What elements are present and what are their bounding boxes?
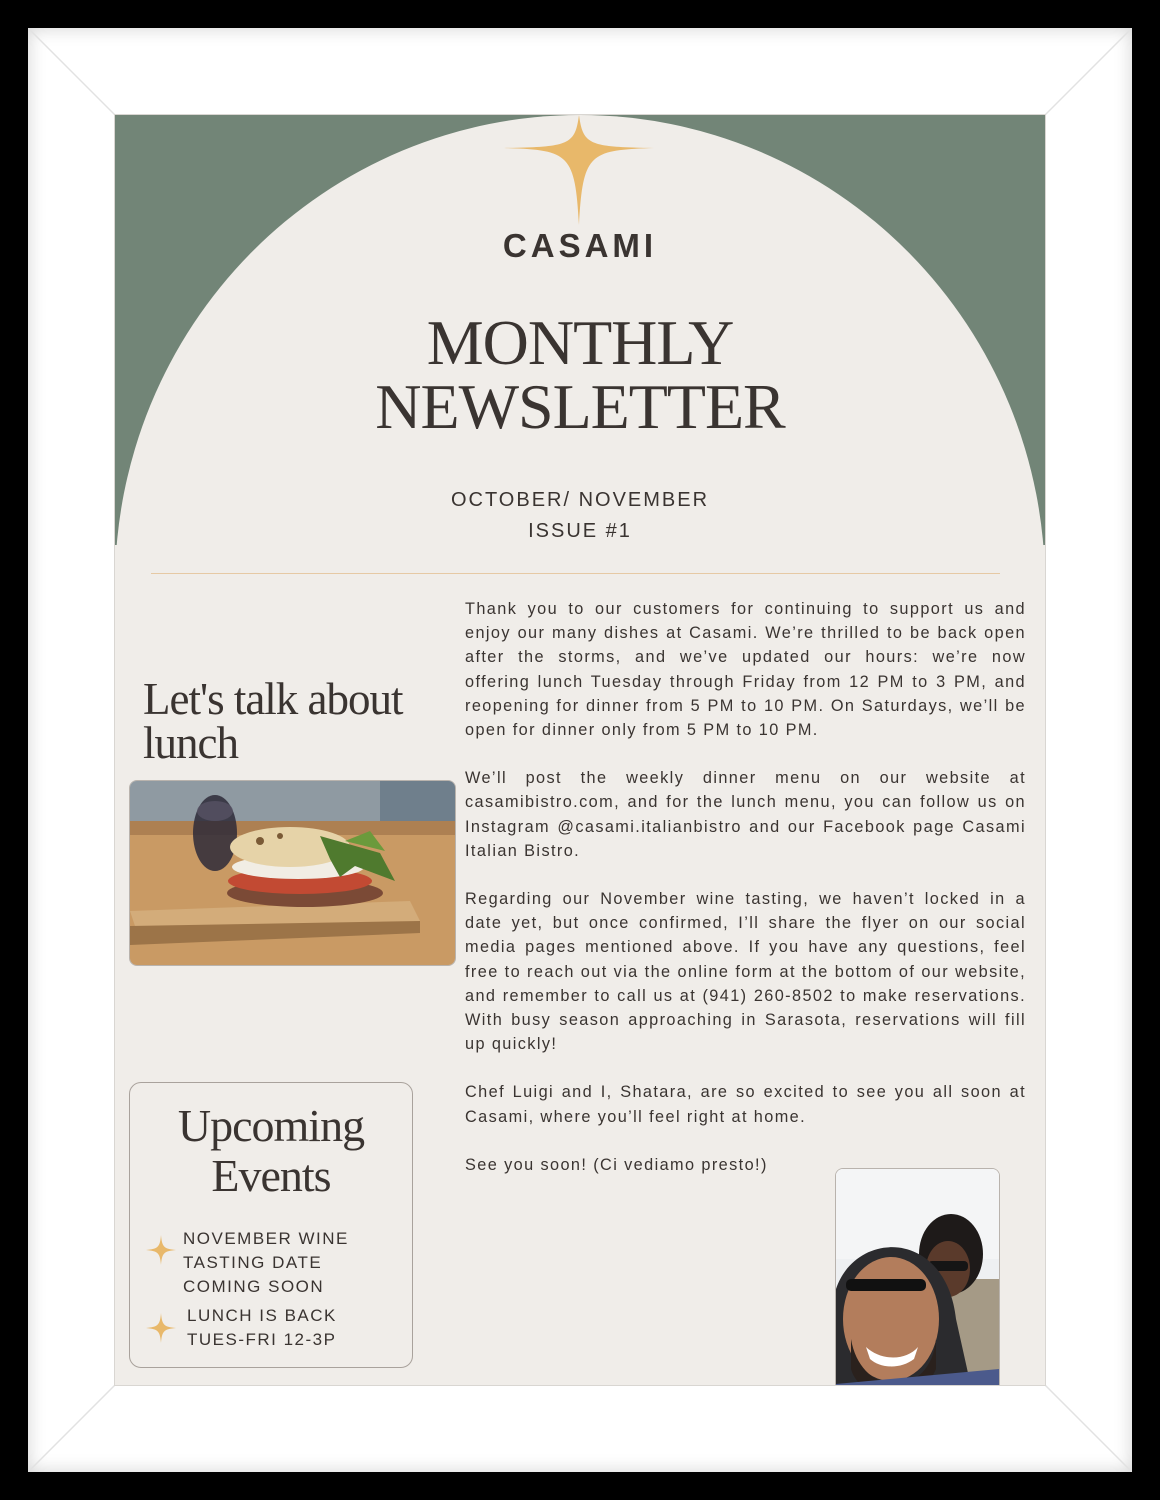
upcoming-events-card (129, 1082, 413, 1368)
letter-body (465, 597, 1026, 1201)
event-line: TASTING DATE (183, 1253, 323, 1272)
issue-period: OCTOBER/ NOVEMBER (450, 489, 710, 511)
sparkle-bullet-icon (146, 1313, 176, 1343)
event-line: NOVEMBER WINE (183, 1229, 349, 1248)
events-heading-line-2: Events (211, 1150, 331, 1201)
body-paragraph: Regarding our November wine tasting, we haven’t locked in a date yet, but once confirmed, I’ll share the flyer on our social media pages mentioned above. If you have any questions, feel free to reach out via the online form at the bottom of our website, and remember to call us at (941) 260-8502 to make reservations. With busy season approaching in Sarasota, reservations will fill up quickly! (465, 890, 1026, 1054)
lunch-heading-line-2: lunch (143, 718, 238, 768)
newsletter-headline (115, 307, 1045, 442)
headline-line-2: NEWSLETTER (375, 371, 785, 442)
sandwich-photo (129, 780, 456, 966)
issue-number: ISSUE #1 (528, 520, 632, 542)
events-heading (130, 1101, 412, 1201)
lunch-heading-line-1: Let's talk about (143, 674, 403, 724)
brand-name: CASAMI (502, 227, 658, 264)
event-item (187, 1304, 337, 1352)
body-paragraph: We’ll post the weekly dinner menu on our website at casamibistro.com, and for the lunch menu, you can follow us on Instagram @casami.italianbistro and our Facebook page Casami Italian Bistro. (465, 769, 1026, 860)
divider (151, 573, 1000, 574)
sign-off: See you soon! (Ci vediamo presto!) (465, 1155, 768, 1174)
event-line: COMING SOON (183, 1277, 325, 1296)
body-paragraph: Chef Luigi and I, Shatara, are so excited to see you all soon at Casami, where you’ll feel right at home. (465, 1083, 1026, 1126)
issue-info (115, 485, 1045, 547)
owners-photo (835, 1168, 1000, 1385)
event-line: TUES-FRI 12-3P (187, 1330, 337, 1349)
sparkle-bullet-icon (146, 1235, 176, 1265)
picture-frame (28, 28, 1132, 1472)
headline-line-1: MONTHLY (426, 307, 734, 378)
newsletter-page (115, 115, 1045, 1385)
event-item (183, 1227, 349, 1299)
sparkle-star-icon (504, 115, 654, 225)
event-line: LUNCH IS BACK (187, 1306, 337, 1325)
body-paragraph: Thank you to our customers for continuing to support us and enjoy our many dishes at Casami. We’re thrilled to be back open after the storms, and we’ve updated our hours: we’re now offering lunch Tuesday through Friday from 12 PM to 3 PM, and reopening for dinner from 5 PM to 10 PM. On Saturdays, we’ll be open for dinner only from 5 PM to 10 PM. (465, 600, 1026, 740)
events-heading-line-1: Upcoming (177, 1100, 365, 1151)
lunch-heading (143, 674, 453, 768)
